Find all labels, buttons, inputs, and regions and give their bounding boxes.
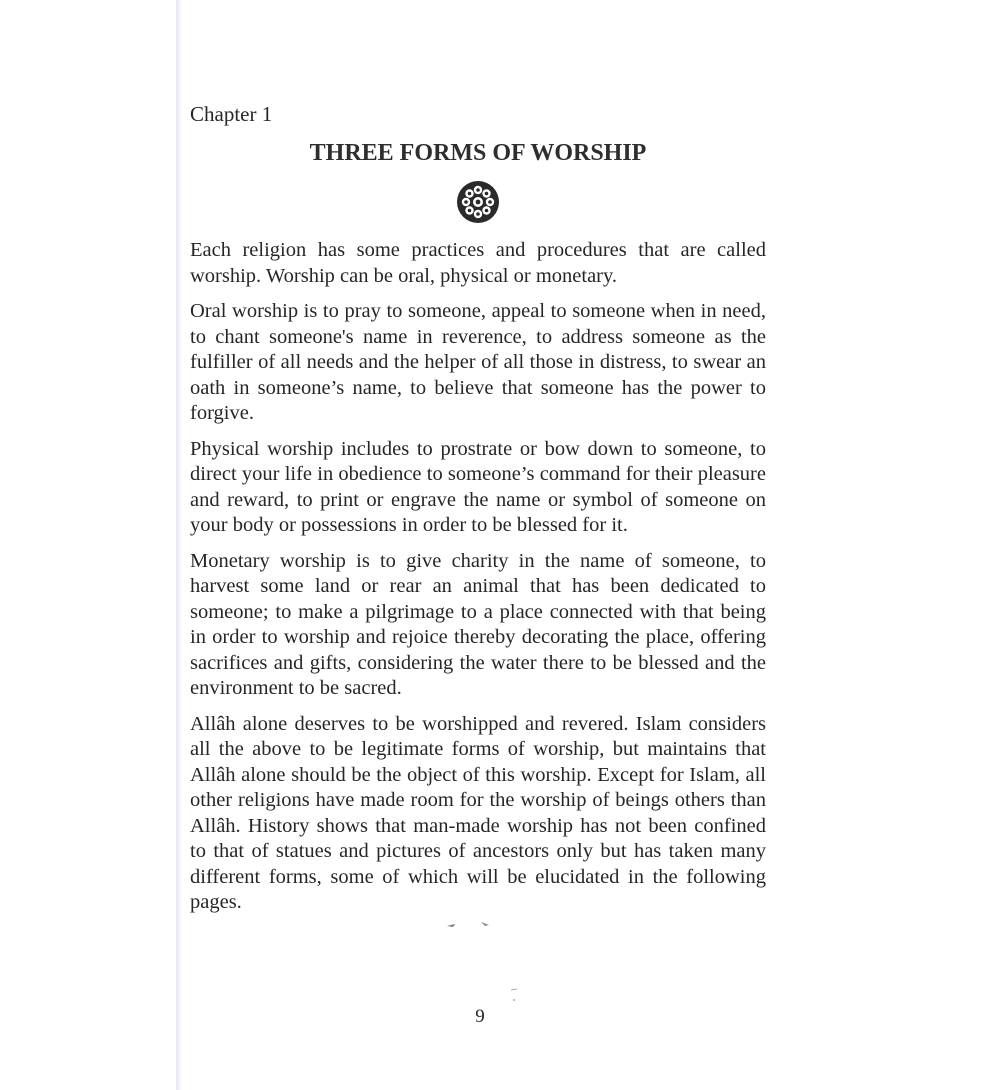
scan-shadow-edge — [176, 0, 182, 1090]
chapter-title: THREE FORMS OF WORSHIP — [309, 140, 647, 166]
paragraph-monetary-worship: Monetary worship is to give charity in the name of someone, to harvest some land or rear an animal that has been dedicated to someone; to make a pilgrimage to a place connected with that being in order to worship and rejoice thereby decorating the place, offering sacrifices and gifts, considering the water there to be blessed and the environment to be sacred. — [190, 549, 766, 699]
chapter-label: Chapter 1 — [190, 102, 273, 126]
paragraph-oral-worship: Oral worship is to pray to someone, appeal to someone when in need, to chant someone's name in reverence, to address someone as the fulfiller of all needs and the helper of all those in distress, to swear an oath in someone’s name, to believe that someone has the power to forgive. — [190, 300, 766, 424]
chapter-body — [190, 238, 766, 916]
page-number: 9 — [475, 1006, 485, 1027]
rosette-ornament-icon — [456, 180, 500, 224]
paragraph-physical-worship: Physical worship includes to prostrate or bow down to someone, to direct your life in obedience to someone’s command for their pleasure and reward, to print or engrave the name or symbol of someone on your body or possessions in order to be blessed for it. — [190, 437, 766, 536]
paragraph-intro: Each religion has some practices and procedures that are called worship. Worship can be oral, physical or monetary. — [190, 239, 766, 287]
book-page — [190, 100, 766, 926]
scan-speck-marks — [445, 920, 505, 932]
paragraph-allah-worship: Allâh alone deserves to be worshipped and revered. Islam considers all the above to be legitimate forms of worship, but maintains that Allâh alone should be the object of this worship. Except for Islam, all other religions have made room for the worship of beings others than Allâh. History shows that man-made worship has not been confined to that of statues and pictures of ancestors only but has taken many different forms, some of which will be elucidated in the following pages. — [190, 712, 766, 913]
scan-speck-mark — [508, 988, 520, 1004]
